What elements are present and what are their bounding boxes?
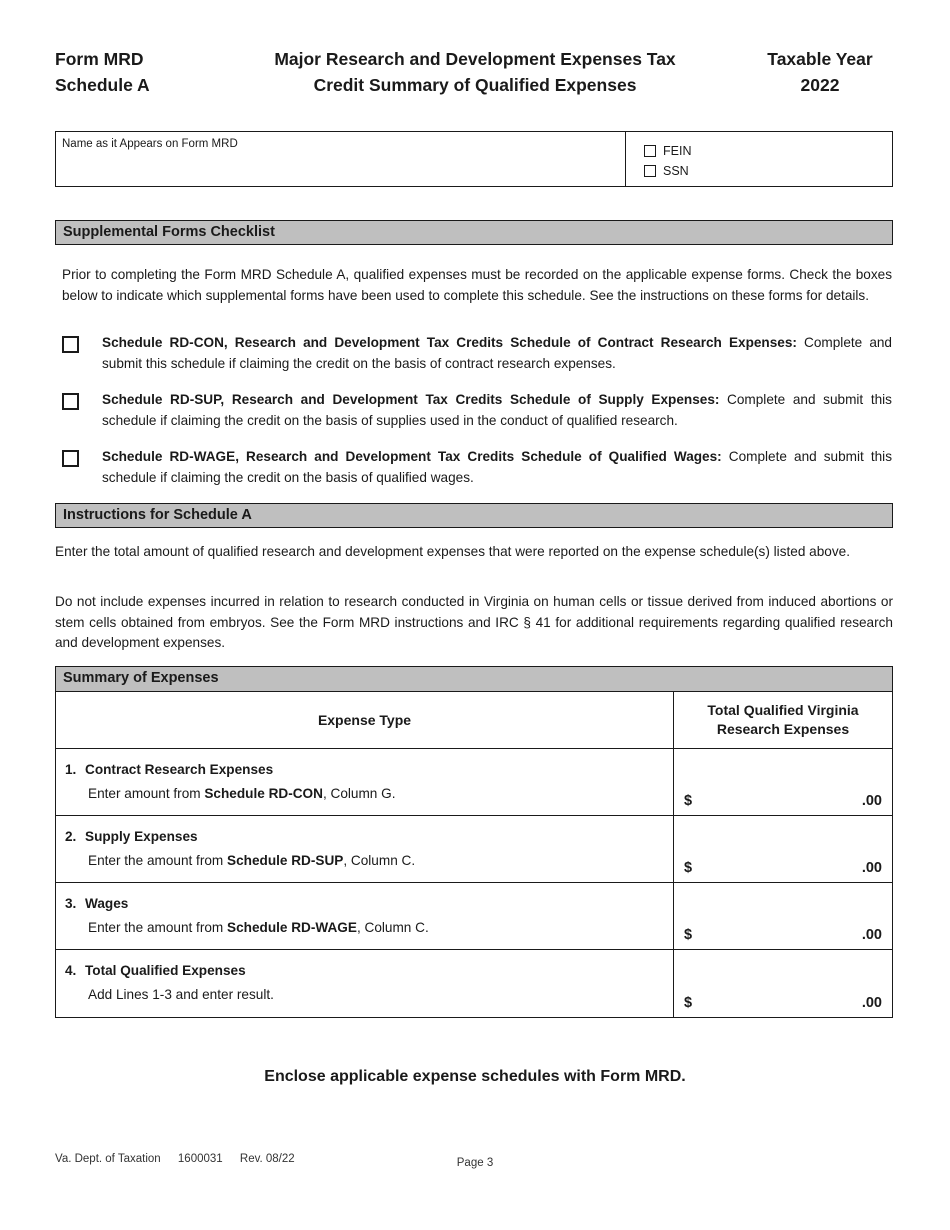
section-header-instructions-for-schedule-a: Instructions for Schedule A (55, 503, 893, 528)
footer-revision: Rev. 08/22 (239, 1153, 295, 1165)
table-header-amount-line2: Research Expenses (716, 721, 850, 737)
line-3-dollar-sign: $ (684, 927, 693, 943)
instructions-paragraph-1: Enter the total amount of qualified research and development expenses that were reported on the expense schedule(s) listed above. (55, 544, 850, 559)
fein-label: FEIN (663, 144, 692, 158)
rd-sup-label (102, 390, 892, 431)
section-header-summary-of-expenses: Summary of Expenses (56, 667, 892, 692)
table-header-amount-line1: Total Qualified Virginia (707, 702, 859, 718)
taxpayer-id-cell (626, 132, 892, 186)
line-2-subtext-pre: Enter the amount from (88, 853, 228, 868)
line-3-title (65, 894, 128, 913)
table-row (56, 816, 892, 883)
line-2-amount-cell[interactable] (674, 816, 892, 882)
line-3-amount-cell[interactable] (674, 883, 892, 949)
form-name-line2: Schedule A (55, 75, 150, 95)
line-3-subtext-pre: Enter the amount from (88, 920, 228, 935)
line-4-description-cell (56, 950, 674, 1017)
line-2-cents: .00 (861, 860, 882, 876)
rd-con-checkbox[interactable] (62, 336, 79, 353)
line-2-subtext-schedule: Schedule RD-SUP (227, 853, 344, 868)
form-identifier (55, 46, 205, 98)
page-title-line2: Credit Summary of Qualified Expenses (313, 75, 637, 95)
table-row (56, 950, 892, 1017)
form-name-line1: Form MRD (55, 49, 144, 69)
line-3-subtext-post: , Column C. (356, 920, 429, 935)
line-2-number: 2. (65, 829, 77, 844)
line-1-title-text: Contract Research Expenses (85, 762, 274, 777)
line-3-title-text: Wages (85, 896, 129, 911)
rd-sup-label-rest: Complete and submit this schedule if claiming the credit on the basis of supplies used in the conduct of qualified research. (102, 392, 892, 428)
enclose-note: Enclose applicable expense schedules with Form MRD. (264, 1068, 686, 1085)
section-header-supplemental-forms-checklist: Supplemental Forms Checklist (55, 220, 893, 245)
line-3-description-cell (56, 883, 674, 949)
checklist-intro-paragraph: Prior to completing the Form MRD Schedule A, qualified expenses must be recorded on the applicable expense forms. Check the boxes below to indicate which supplemental forms have been used to complete this schedule. See the instructions on these forms for details. (62, 267, 892, 303)
line-1-subtext-pre: Enter amount from (88, 786, 205, 801)
summary-of-expenses-table (55, 666, 893, 1018)
line-2-title-text: Supply Expenses (85, 829, 198, 844)
line-1-subtext (88, 784, 395, 803)
checklist-item-rd-wage[interactable] (62, 447, 892, 488)
form-header (55, 46, 895, 98)
table-header-expense-type-cell (56, 692, 674, 748)
name-field-cell[interactable] (56, 132, 626, 186)
taxable-year-label: Taxable Year (767, 49, 873, 69)
line-1-dollar-sign: $ (684, 793, 693, 809)
ssn-checkbox[interactable] (644, 165, 656, 177)
page-title (205, 46, 745, 98)
rd-wage-checkbox[interactable] (62, 450, 79, 467)
line-4-title (65, 961, 246, 980)
line-2-subtext-post: , Column C. (343, 853, 416, 868)
rd-wage-label-rest: Complete and submit this schedule if claiming the credit on the basis of qualified wages. (102, 449, 892, 485)
table-header-row (56, 692, 892, 749)
line-3-subtext (88, 918, 429, 937)
table-row (56, 883, 892, 950)
line-4-cents: .00 (861, 995, 882, 1011)
table-row (56, 749, 892, 816)
rd-sup-label-bold: Schedule RD-SUP, Research and Development Tax Credits Schedule of Supply Expenses: (102, 392, 720, 407)
line-2-description-cell (56, 816, 674, 882)
line-1-description-cell (56, 749, 674, 815)
checklist-item-rd-sup[interactable] (62, 390, 892, 431)
fein-checkbox[interactable] (644, 145, 656, 157)
line-1-number: 1. (65, 762, 77, 777)
table-header-amount (674, 692, 892, 748)
line-1-subtext-post: , Column G. (322, 786, 396, 801)
line-4-subtext (88, 985, 274, 1004)
footer-page-number: Page 3 (456, 1157, 494, 1169)
line-1-amount-cell[interactable] (674, 749, 892, 815)
line-2-subtext (88, 851, 415, 870)
rd-con-label (102, 333, 892, 374)
rd-wage-label-bold: Schedule RD-WAGE, Research and Development Tax Credits Schedule of Qualified Wages: (102, 449, 722, 464)
line-3-number: 3. (65, 896, 77, 911)
taxable-year (745, 46, 895, 98)
identification-box (55, 131, 893, 187)
line-2-dollar-sign: $ (684, 860, 693, 876)
line-4-number: 4. (65, 963, 77, 978)
rd-con-label-bold: Schedule RD-CON, Research and Development Tax Credits Schedule of Contract Research Expenses: (102, 335, 797, 350)
line-4-subtext-pre: Add Lines 1-3 and enter result. (88, 987, 274, 1002)
page-title-line1: Major Research and Development Expenses Tax (274, 49, 676, 69)
line-2-title (65, 827, 198, 846)
line-3-subtext-schedule: Schedule RD-WAGE (227, 920, 357, 935)
rd-sup-checkbox[interactable] (62, 393, 79, 410)
rd-wage-label (102, 447, 892, 488)
fein-row[interactable] (644, 141, 892, 161)
footer-form-number: 1600031 (177, 1153, 223, 1165)
table-header-amount-cell (674, 692, 892, 748)
ssn-label: SSN (663, 164, 689, 178)
checklist-item-rd-con[interactable] (62, 333, 892, 374)
instructions-paragraph-2: Do not include expenses incurred in relation to research conducted in Virginia on human cells or tissue derived from induced abortions or stem cells obtained from embryos. See the Form MRD instructions and IRC § 41 for additional requirements regarding qualified research and development expenses. (55, 594, 893, 650)
taxable-year-value: 2022 (800, 75, 840, 95)
rd-con-label-rest: Complete and submit this schedule if claiming the credit on the basis of contract research expenses. (102, 335, 892, 371)
ssn-row[interactable] (644, 161, 892, 181)
name-field-label: Name as it Appears on Form MRD (62, 138, 238, 150)
footer-agency: Va. Dept. of Taxation (55, 1153, 161, 1165)
table-header-expense-type: Expense Type (317, 711, 412, 728)
supplemental-forms-checklist (62, 333, 892, 504)
line-4-dollar-sign: $ (684, 995, 693, 1011)
line-4-title-text: Total Qualified Expenses (85, 963, 246, 978)
line-3-cents: .00 (861, 927, 882, 943)
line-1-cents: .00 (861, 793, 882, 809)
line-4-amount-cell[interactable] (674, 950, 892, 1017)
line-1-subtext-schedule: Schedule RD-CON (204, 786, 323, 801)
line-1-title (65, 760, 273, 779)
